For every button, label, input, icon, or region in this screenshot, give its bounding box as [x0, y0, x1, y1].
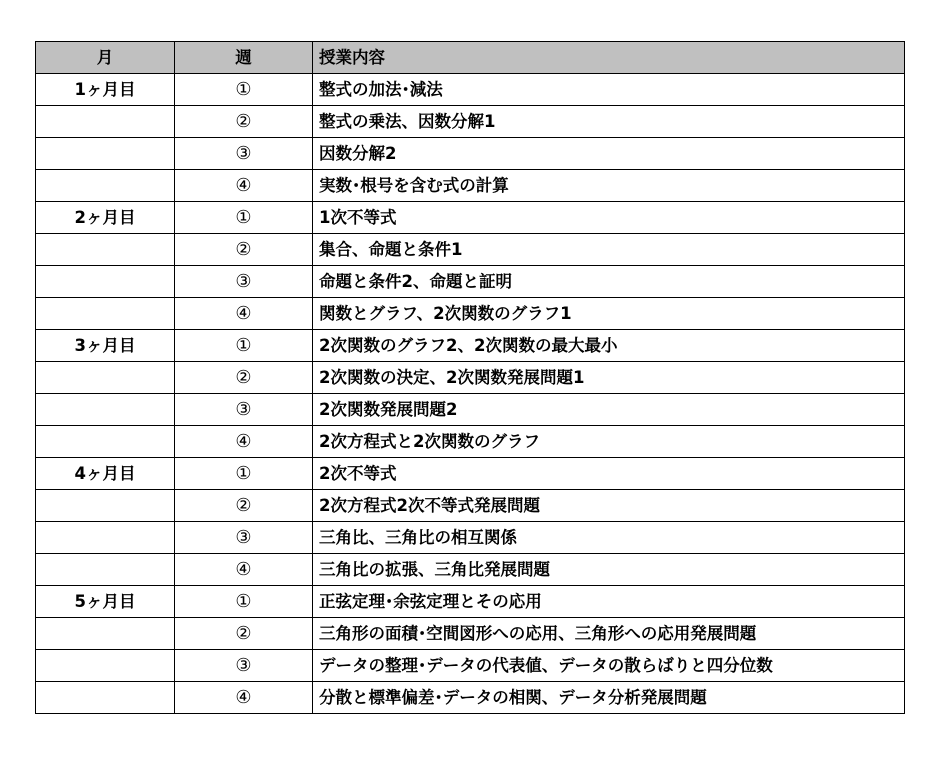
content-cell: 整式の加法･減法: [313, 74, 905, 106]
header-row: [36, 42, 905, 74]
table-body: [36, 74, 905, 714]
content-cell: 実数･根号を含む式の計算: [313, 170, 905, 202]
table-row: [36, 394, 905, 426]
month-cell: 2ヶ月目: [36, 202, 175, 234]
content-cell: 分散と標準偏差･データの相関、データ分析発展問題: [313, 682, 905, 714]
content-cell: データの整理･データの代表値、データの散らばりと四分位数: [313, 650, 905, 682]
content-cell: 整式の乗法、因数分解1: [313, 106, 905, 138]
week-cell: ①: [175, 458, 313, 490]
content-cell: 命題と条件2、命題と証明: [313, 266, 905, 298]
month-cell: [36, 490, 175, 522]
content-cell: 因数分解2: [313, 138, 905, 170]
table-row: [36, 490, 905, 522]
content-cell: 2次関数発展問題2: [313, 394, 905, 426]
content-cell: 集合、命題と条件1: [313, 234, 905, 266]
week-cell: ③: [175, 266, 313, 298]
week-cell: ②: [175, 106, 313, 138]
content-cell: 2次方程式2次不等式発展問題: [313, 490, 905, 522]
table-row: [36, 682, 905, 714]
table-row: [36, 554, 905, 586]
content-cell: 2次方程式と2次関数のグラフ: [313, 426, 905, 458]
week-cell: ③: [175, 394, 313, 426]
table-row: [36, 586, 905, 618]
month-cell: [36, 618, 175, 650]
table-row: [36, 362, 905, 394]
month-cell: 1ヶ月目: [36, 74, 175, 106]
content-cell: 2次関数のグラフ2、2次関数の最大最小: [313, 330, 905, 362]
table-header: [36, 42, 905, 74]
header-week: 週: [175, 42, 313, 74]
content-cell: 2次関数の決定、2次関数発展問題1: [313, 362, 905, 394]
table-row: [36, 298, 905, 330]
content-cell: 三角比の拡張、三角比発展問題: [313, 554, 905, 586]
week-cell: ①: [175, 330, 313, 362]
table-row: [36, 426, 905, 458]
table-row: [36, 266, 905, 298]
content-cell: 三角比、三角比の相互関係: [313, 522, 905, 554]
week-cell: ②: [175, 234, 313, 266]
month-cell: [36, 106, 175, 138]
content-cell: 正弦定理･余弦定理とその応用: [313, 586, 905, 618]
month-cell: 3ヶ月目: [36, 330, 175, 362]
week-cell: ④: [175, 298, 313, 330]
month-cell: [36, 362, 175, 394]
month-cell: [36, 682, 175, 714]
week-cell: ①: [175, 74, 313, 106]
week-cell: ②: [175, 618, 313, 650]
week-cell: ①: [175, 202, 313, 234]
table-row: [36, 138, 905, 170]
month-cell: [36, 426, 175, 458]
content-cell: 1次不等式: [313, 202, 905, 234]
table-row: [36, 650, 905, 682]
schedule-table: [35, 41, 905, 714]
table-row: [36, 618, 905, 650]
month-cell: 4ヶ月目: [36, 458, 175, 490]
month-cell: [36, 138, 175, 170]
week-cell: ①: [175, 586, 313, 618]
table-row: [36, 170, 905, 202]
table-row: [36, 202, 905, 234]
content-cell: 関数とグラフ、2次関数のグラフ1: [313, 298, 905, 330]
header-month: 月: [36, 42, 175, 74]
month-cell: [36, 234, 175, 266]
week-cell: ④: [175, 170, 313, 202]
table-row: [36, 234, 905, 266]
month-cell: 5ヶ月目: [36, 586, 175, 618]
month-cell: [36, 522, 175, 554]
week-cell: ③: [175, 522, 313, 554]
table-row: [36, 458, 905, 490]
week-cell: ④: [175, 682, 313, 714]
header-content: 授業内容: [313, 42, 905, 74]
table-row: [36, 522, 905, 554]
content-cell: 三角形の面積･空間図形への応用、三角形への応用発展問題: [313, 618, 905, 650]
week-cell: ②: [175, 490, 313, 522]
table-row: [36, 106, 905, 138]
table-row: [36, 74, 905, 106]
month-cell: [36, 170, 175, 202]
month-cell: [36, 394, 175, 426]
month-cell: [36, 650, 175, 682]
week-cell: ④: [175, 426, 313, 458]
schedule-sheet: [35, 41, 905, 714]
week-cell: ③: [175, 138, 313, 170]
table-row: [36, 330, 905, 362]
content-cell: 2次不等式: [313, 458, 905, 490]
week-cell: ④: [175, 554, 313, 586]
week-cell: ③: [175, 650, 313, 682]
month-cell: [36, 298, 175, 330]
month-cell: [36, 266, 175, 298]
month-cell: [36, 554, 175, 586]
week-cell: ②: [175, 362, 313, 394]
